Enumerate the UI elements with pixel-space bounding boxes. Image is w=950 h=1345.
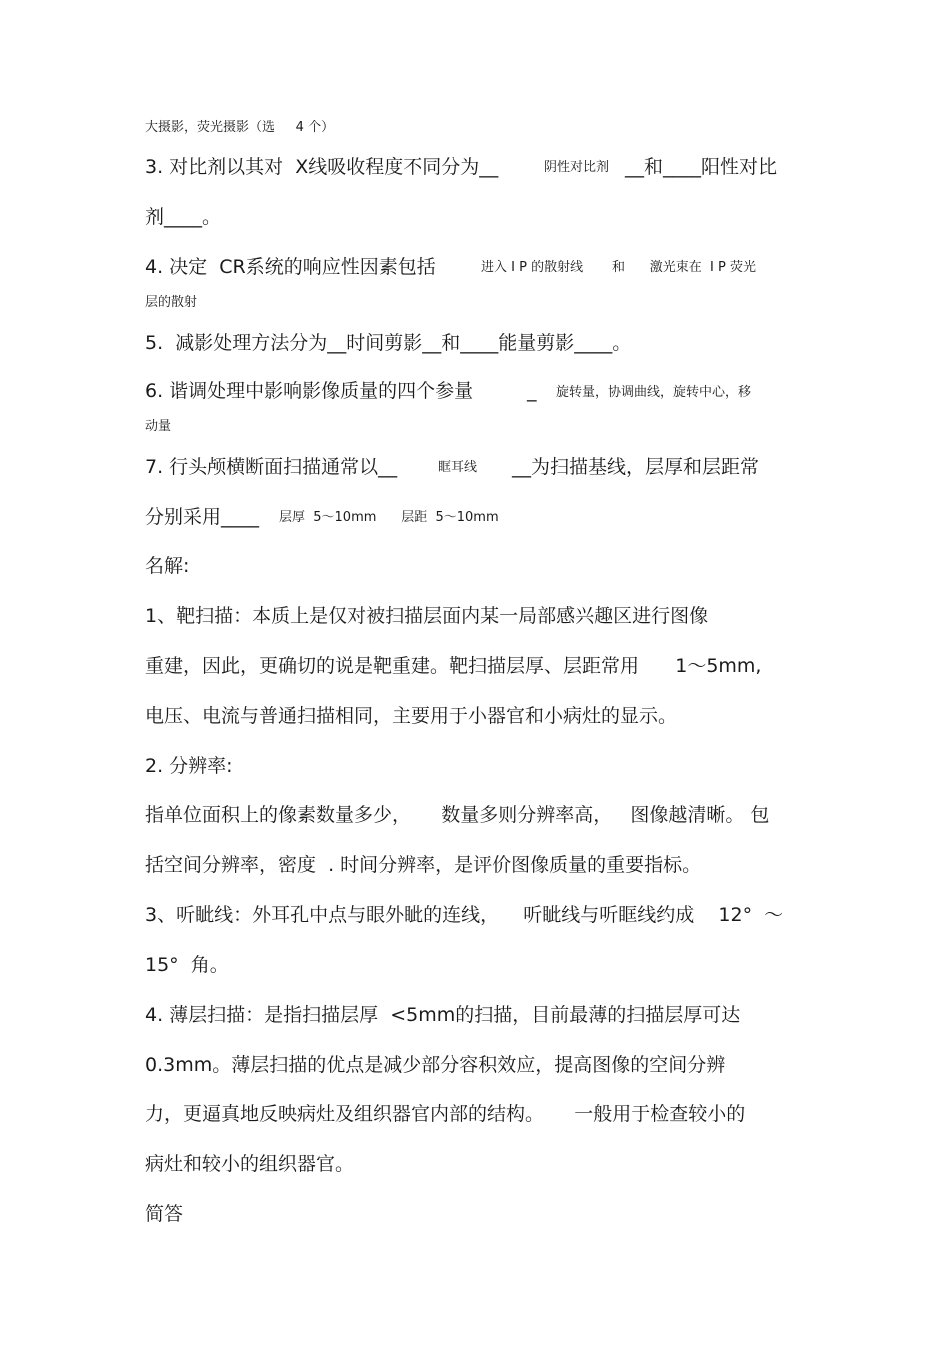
- text-line: 剂____。: [145, 206, 222, 228]
- answer-text: 阴性对比剂: [544, 160, 610, 175]
- text-line: 重建，因此，更确切的说是靶重建。靶扫描层厚、层距常用 1～5mm,: [145, 655, 762, 677]
- text-line: 指单位面积上的像素数量多少， 数量多则分辨率高， 图像越清晰。 包: [145, 804, 770, 826]
- answer-text: 动量: [145, 419, 172, 434]
- answer-text: 进入 I P 的散射线 和 激光束在 I P 荧光: [481, 260, 756, 275]
- text-line: _: [527, 380, 537, 402]
- text-line: 15° 角。: [145, 954, 229, 976]
- text-line: 大摄影，荧光摄影（选 4 个）: [145, 120, 335, 135]
- answer-text: 层厚 5～10mm 层距 5～10mm: [279, 510, 499, 525]
- answer-text: 层的散射: [145, 295, 198, 310]
- text-line: 7. 行头颅横断面扫描通常以__: [145, 456, 398, 478]
- text-line: 括空间分辨率，密度 . 时间分辨率，是评价图像质量的重要指标。: [145, 854, 702, 876]
- text-line: 6. 谐调处理中影响影像质量的四个参量: [145, 380, 474, 402]
- text-line: 0.3mm。薄层扫描的优点是减少部分容积效应，提高图像的空间分辨: [145, 1054, 726, 1076]
- section-heading: 简答: [145, 1203, 184, 1225]
- text-line: 2. 分辨率:: [145, 755, 233, 777]
- answer-text: 旋转量，协调曲线，旋转中心，移: [556, 385, 752, 400]
- text-line: 5. 减影处理方法分为__时间剪影__和____能量剪影____。: [145, 332, 632, 354]
- answer-text: 眶耳线: [438, 460, 478, 475]
- text-line: 4. 薄层扫描：是指扫描层厚 <5mm的扫描，目前最薄的扫描层厚可达: [145, 1004, 741, 1026]
- section-heading: 名解:: [145, 555, 190, 577]
- text-line: 3、听眦线：外耳孔中点与眼外眦的连线， 听眦线与听眶线约成 12° ～: [145, 904, 784, 926]
- text-line: 病灶和较小的组织器官。: [145, 1153, 355, 1175]
- text-line: 电压、电流与普通扫描相同，主要用于小器官和小病灶的显示。: [145, 705, 678, 727]
- text-line: 3. 对比剂以其对 X线吸收程度不同分为__: [145, 156, 499, 178]
- text-line: __和____阳性对比: [625, 156, 778, 178]
- text-line: 力，更逼真地反映病灶及组织器官内部的结构。 一般用于检查较小的: [145, 1103, 746, 1125]
- text-line: 1、靶扫描：本质上是仅对被扫描层面内某一局部感兴趣区进行图像: [145, 605, 709, 627]
- text-line: __为扫描基线，层厚和层距常: [512, 456, 760, 478]
- text-line: 分别采用____: [145, 506, 260, 528]
- text-line: 4. 决定 CR系统的响应性因素包括: [145, 256, 436, 278]
